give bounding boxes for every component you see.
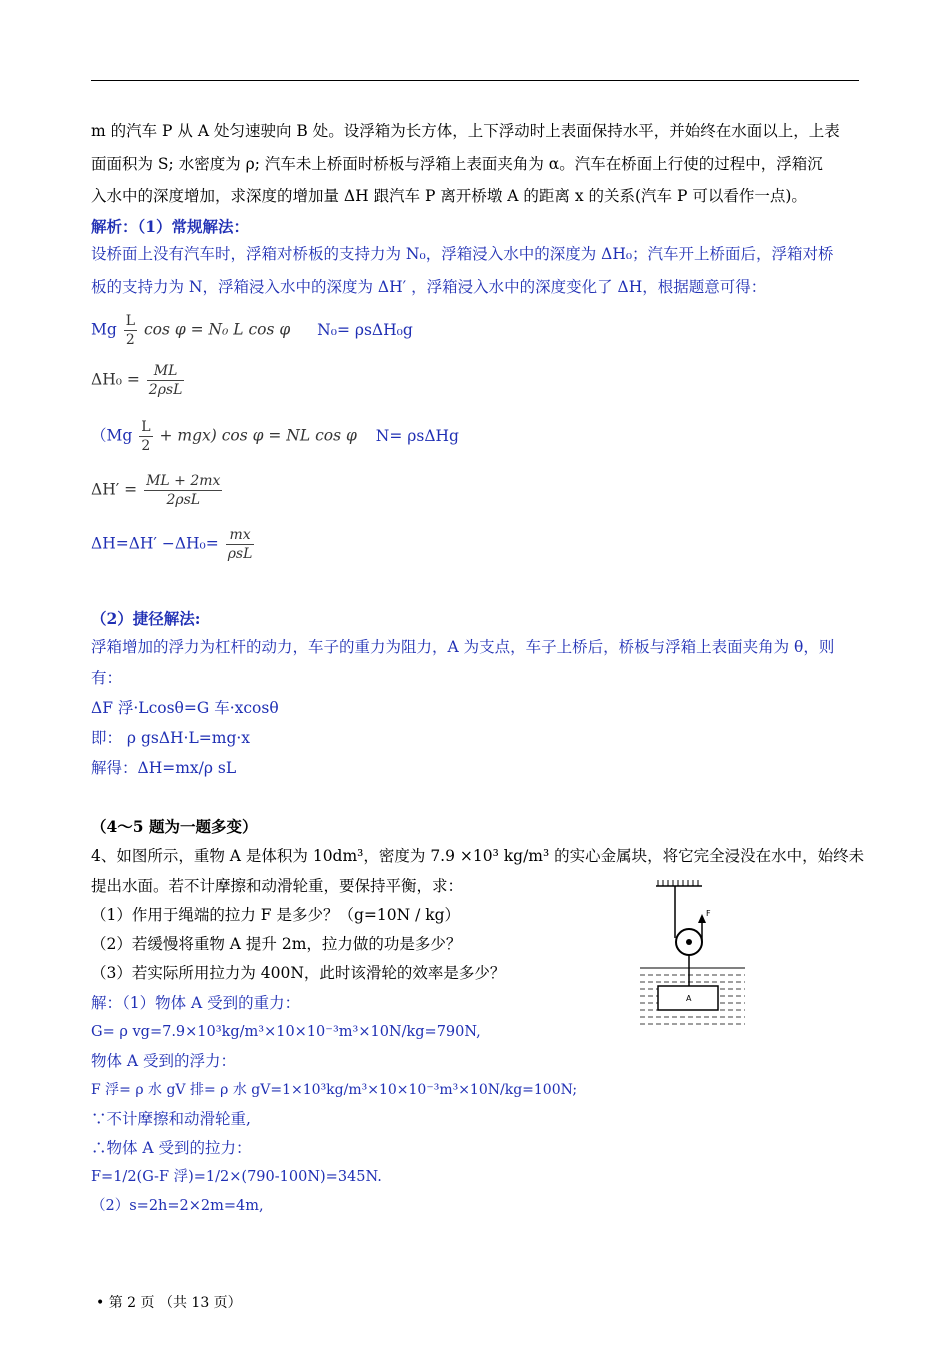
solution2-line-1: 浮箱增加的浮力为杠杆的动力，车子的重力为阻力，A 为支点，车子上桥后，桥板与浮箱上表面夹角为 θ，则 <box>91 638 835 656</box>
equation-4 <box>91 472 224 509</box>
question4-line-4: （2）若缓慢将重物 A 提升 2m，拉力做的功是多少？ <box>91 935 462 953</box>
answer4-line-4: F 浮= ρ 水 gV 排= ρ 水 gV=1×10³kg/m³×10×10⁻³m³×10N/kg=100N; <box>91 1082 578 1098</box>
solution-heading-2: （2）捷径解法: <box>91 609 201 628</box>
eq1-middle: cos φ = N₀ L cos φ <box>143 320 291 339</box>
eq5-fraction <box>226 526 255 563</box>
block-label: A <box>686 994 692 1003</box>
question4-line-3: （1）作用于绳端的拉力 F 是多少？（g=10N / kg） <box>91 906 461 924</box>
answer4-line-3: 物体 A 受到的浮力： <box>91 1052 237 1070</box>
question4-line-1: 4、如图所示，重物 A 是体积为 10dm³，密度为 7.9 ×10³ kg/m³ 的实心金属块，将它完全浸没在水中，始终未 <box>91 847 865 865</box>
solution2-line-3: ΔF 浮·Lcosθ=G 车·xcosθ <box>91 699 279 717</box>
question4-line-2: 提出水面。若不计摩擦和动滑轮重，要保持平衡，求： <box>91 877 464 895</box>
question4-line-5: （3）若实际所用拉力为 400N，此时该滑轮的效率是多少？ <box>91 964 506 982</box>
answer4-line-6: ∴物体 A 受到的拉力： <box>91 1139 252 1157</box>
eq3-middle: + mgx) cos φ = NL cos φ <box>159 426 357 445</box>
solution2-line-5: 解得：ΔH=mx/ρ sL <box>91 759 237 777</box>
page-footer: • 第 2 页 （共 13 页） <box>96 1295 242 1311</box>
header-rule <box>91 80 859 81</box>
equation-5 <box>91 526 256 563</box>
equation-1 <box>91 312 413 349</box>
eq1-numerator: L <box>125 313 136 329</box>
equation-3 <box>91 418 459 455</box>
eq4-denominator: 2ρsL <box>166 492 201 508</box>
eq3-denominator: 2 <box>141 438 151 454</box>
eq4-fraction <box>144 472 222 509</box>
answer4-line-8: （2）s=2h=2×2m=4m, <box>91 1198 264 1214</box>
eq3-right: N= ρsΔHg <box>375 426 459 445</box>
equation-2 <box>91 362 186 399</box>
solution2-line-2: 有： <box>91 669 123 687</box>
solution-line-2: 板的支持力为 N，浮箱浸入水中的深度为 ΔH′ ，浮箱浸入水中的深度变化了 ΔH，根据题意可得： <box>91 278 767 296</box>
eq5-numerator: mx <box>226 526 255 545</box>
answer4-line-5: ∵不计摩擦和动滑轮重, <box>91 1110 251 1128</box>
eq1-fraction <box>124 312 137 349</box>
solution-line-1: 设桥面上没有汽车时，浮箱对桥板的支持力为 N₀，浮箱浸入水中的深度为 ΔH₀；汽车开上桥面后，浮箱对桥 <box>91 245 834 263</box>
eq2-left: ΔH₀ = <box>91 370 140 389</box>
answer4-line-1: 解：（1）物体 A 受到的重力： <box>91 994 301 1012</box>
eq3-numerator: L <box>141 419 151 435</box>
eq1-left: Mg <box>91 320 117 339</box>
eq1-denominator: 2 <box>125 332 135 348</box>
eq3-fraction <box>139 418 152 455</box>
problem-line-1: m 的汽车 P 从 A 处匀速驶向 B 处。设浮箱为长方体，上下浮动时上表面保持水平，并始终在水面以上，上表 <box>91 122 840 140</box>
eq2-denominator: 2ρsL <box>148 382 183 398</box>
eq2-fraction <box>147 362 185 399</box>
eq3-left: （Mg <box>91 426 133 445</box>
answer4-line-2: G= ρ vg=7.9×10³kg/m³×10×10⁻³m³×10N/kg=790N, <box>91 1024 481 1040</box>
eq2-numerator: ML <box>147 362 185 381</box>
eq4-left: ΔH′ = <box>91 480 138 499</box>
eq1-right: N₀= ρsΔH₀g <box>317 320 413 339</box>
pulley-figure <box>640 880 745 1030</box>
question-group-label: （4～5 题为一题多变） <box>91 817 258 836</box>
answer4-line-7: F=1/2(G-F 浮)=1/2×(790-100N)=345N. <box>91 1169 382 1185</box>
solution-heading-1: 解析：（1）常规解法： <box>91 217 250 236</box>
problem-line-3: 入水中的深度增加，求深度的增加量 ΔH 跟汽车 P 离开桥墩 A 的距离 x 的关系(汽车 P 可以看作一点)。 <box>91 187 807 205</box>
force-label: F <box>706 909 711 918</box>
eq5-left: ΔH=ΔH′ −ΔH₀= <box>91 534 219 553</box>
eq4-numerator: ML + 2mx <box>146 473 221 489</box>
eq5-denominator: ρsL <box>227 546 253 562</box>
problem-line-2: 面面积为 S; 水密度为 ρ; 汽车未上桥面时桥板与浮箱上表面夹角为 α。汽车在桥面上行使的过程中，浮箱沉 <box>91 155 823 173</box>
solution2-line-4: 即： ρ gsΔH·L=mg·x <box>91 729 251 747</box>
